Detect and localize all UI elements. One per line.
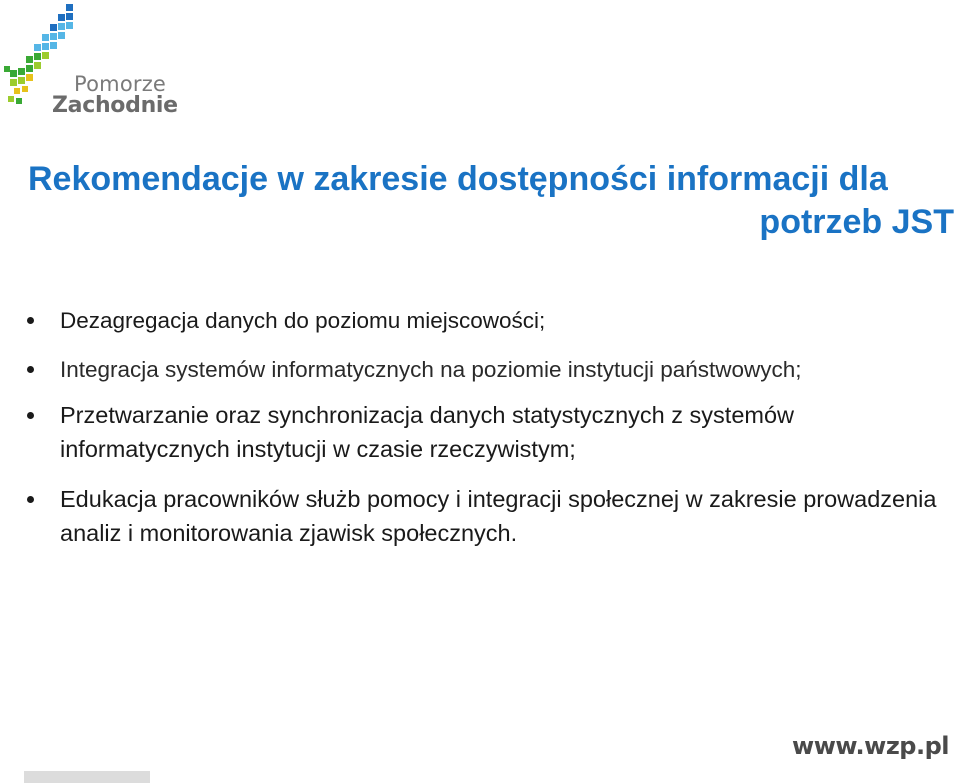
logo-pixel bbox=[66, 22, 73, 29]
logo-pixel bbox=[18, 77, 25, 84]
logo-pixel bbox=[22, 86, 28, 92]
logo-pixel bbox=[34, 44, 41, 51]
bullet-icon bbox=[27, 317, 34, 324]
logo-pixel bbox=[26, 65, 33, 72]
list-item-text: Przetwarzanie oraz synchronizacja danych statystycznych z systemów informatycznych instytucji w czasie rzeczywistym; bbox=[60, 402, 795, 462]
slide-title-line-1: Rekomendacje w zakresie dostępności informacji dla bbox=[28, 160, 888, 198]
list-item bbox=[24, 303, 944, 338]
website-url: www.wzp.pl bbox=[792, 732, 949, 760]
logo-pixel bbox=[66, 4, 73, 11]
logo-text-pomorze: Pomorze bbox=[74, 72, 167, 96]
logo-pixel bbox=[58, 32, 65, 39]
logo-pixel bbox=[42, 43, 49, 50]
logo-pixel bbox=[18, 68, 25, 75]
pomorze-zachodnie-logo bbox=[0, 0, 180, 120]
list-item-text: Edukacja pracowników służb pomocy i integracji społecznej w zakresie prowadzenia analiz i monitorowania zjawisk społecznych. bbox=[60, 486, 937, 546]
logo-pixel bbox=[42, 52, 49, 59]
logo-pixel bbox=[58, 14, 65, 21]
slide-title bbox=[28, 158, 954, 244]
logo-pixel bbox=[66, 13, 73, 20]
list-item-text: Dezagregacja danych do poziomu miejscowości; bbox=[60, 308, 546, 333]
bullet-icon bbox=[27, 496, 34, 503]
logo-pixel bbox=[8, 96, 14, 102]
bullet-icon bbox=[27, 366, 34, 373]
logo-pixel bbox=[16, 98, 22, 104]
logo-pixel bbox=[10, 79, 17, 86]
logo-pixel bbox=[34, 53, 41, 60]
recommendation-list bbox=[24, 303, 944, 550]
list-item-text: Integracja systemów informatycznych na poziomie instytucji państwowych; bbox=[60, 357, 802, 382]
bullet-icon bbox=[27, 412, 34, 419]
list-item bbox=[24, 352, 944, 387]
logo-text-zachodnie: Zachodnie bbox=[52, 93, 178, 118]
logo-pixel bbox=[26, 56, 33, 63]
logo-pixel bbox=[14, 88, 20, 94]
logo-pixel bbox=[26, 74, 33, 81]
logo-pixel bbox=[50, 33, 57, 40]
logo-pixel bbox=[58, 23, 65, 30]
logo-pixel bbox=[50, 24, 57, 31]
logo-pixel bbox=[42, 34, 49, 41]
logo-pixel bbox=[50, 42, 57, 49]
logo-pixel bbox=[4, 66, 10, 72]
logo-pixel bbox=[34, 62, 41, 69]
list-item bbox=[24, 398, 944, 466]
logo-pixel bbox=[10, 70, 17, 77]
slide-title-line-2: potrzeb JST bbox=[759, 203, 954, 241]
list-item bbox=[24, 482, 944, 550]
footer-decoration-bar bbox=[24, 771, 150, 783]
